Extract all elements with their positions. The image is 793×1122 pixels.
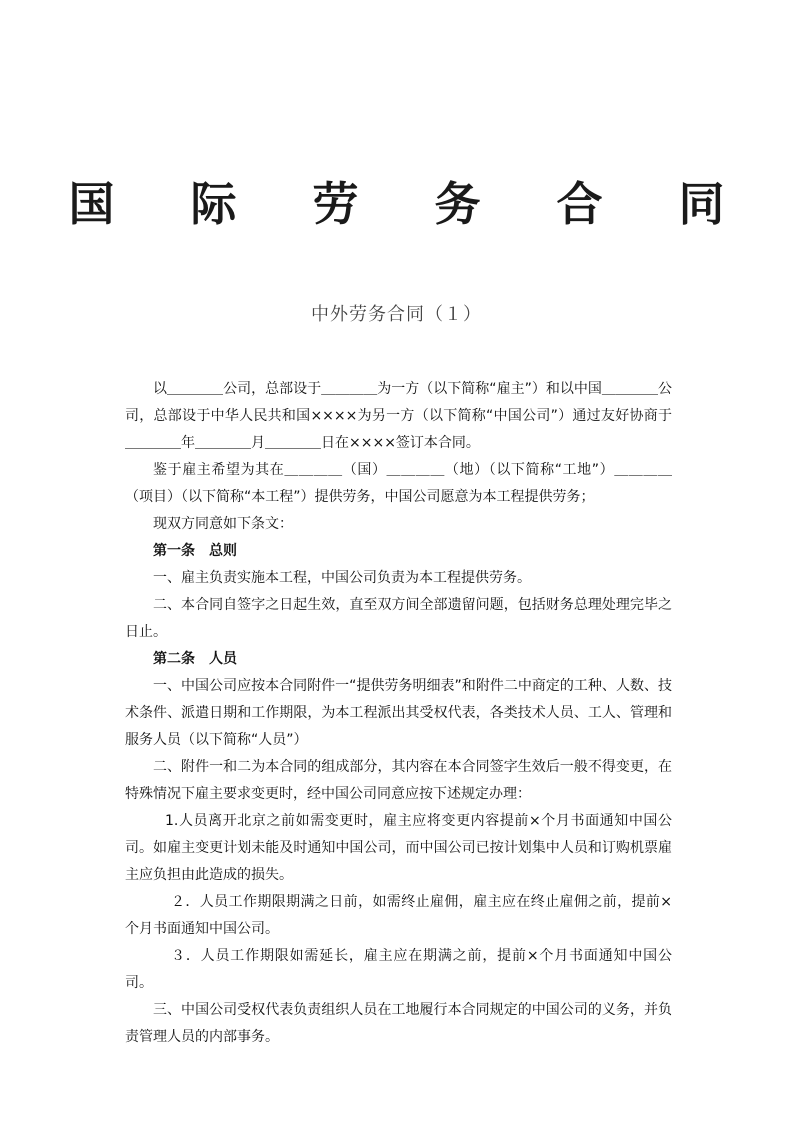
contract-body bbox=[125, 376, 672, 1051]
article-2-clause-3: 三、中国公司受权代表负责组织人员在工地履行本合同规定的中国公司的义务，并负责管理人员的内部事务。 bbox=[125, 1002, 672, 1045]
article-2-heading: 第二条 人员 bbox=[153, 651, 237, 667]
article-2-clause-1: 一、中国公司应按本合同附件一“提供劳务明细表”和附件二中商定的工种、人数、技术条件、派遣日期和工作期限，为本工程派出其受权代表，各类技术人员、工人、管理和服务人员（以下简称“人员”） bbox=[125, 678, 672, 748]
article-2-item-1: 1.人员离开北京之前如需变更时，雇主应将变更内容提前×个月书面通知中国公司。如雇主变更计划未能及时通知中国公司，而中国公司已按计划集中人员和订购机票雇主应负担由此造成的损失。 bbox=[125, 813, 672, 883]
article-2-clause-2: 二、附件一和二为本合同的组成部分，其内容在本合同签字生效后一般不得变更，在特殊情况下雇主要求变更时，经中国公司同意应按下述规定办理： bbox=[125, 759, 672, 802]
article-1-heading: 第一条 总则 bbox=[153, 543, 237, 559]
article-2-item-3: ３．人员工作期限如需延长，雇主应在期满之前，提前×个月书面通知中国公司。 bbox=[125, 948, 672, 991]
article-1-clause-1: 一、雇主负责实施本工程，中国公司负责为本工程提供劳务。 bbox=[153, 570, 531, 586]
recital-paragraph: 鉴于雇主希望为其在＿＿＿＿（国）＿＿＿＿（地）（以下简称“工地”）＿＿＿＿（项目）（以下简称“本工程”）提供劳务，中国公司愿意为本工程提供劳务； bbox=[125, 462, 672, 505]
article-2-item-2: ２．人员工作期限期满之日前，如需终止雇佣，雇主应在终止雇佣之前，提前×个月书面通知中国公司。 bbox=[125, 894, 672, 937]
article-1-clause-2: 二、本合同自签字之日起生效，直至双方间全部遗留问题，包括财务总理处理完毕之日止。 bbox=[125, 597, 672, 640]
agreement-intro: 现双方同意如下条文： bbox=[153, 516, 293, 532]
preamble-paragraph: 以＿＿＿＿公司，总部设于＿＿＿＿为一方（以下简称“雇主”）和以中国＿＿＿＿公司，总部设于中华人民共和国××××为另一方（以下简称“中国公司”）通过友好协商于＿＿＿＿年＿＿＿＿月＿＿＿＿日在××××签订本合同。 bbox=[125, 381, 672, 451]
document-title: 国 际 劳 务 合 同 bbox=[68, 177, 755, 231]
document-subtitle: 中外劳务合同（１） bbox=[311, 304, 482, 325]
